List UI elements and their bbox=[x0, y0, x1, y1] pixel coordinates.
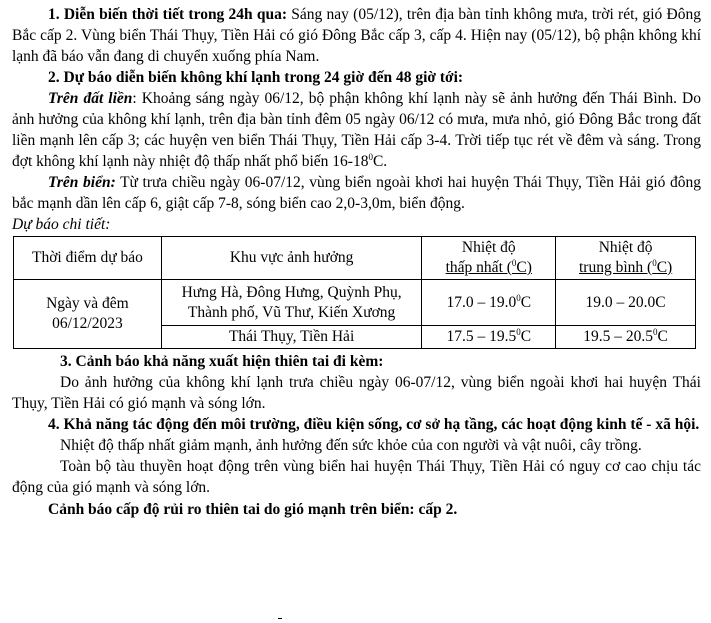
cell-time bbox=[14, 280, 162, 349]
section-2-sea bbox=[12, 172, 701, 214]
cell-avg-1-value: 19.0 – 20.0C bbox=[585, 293, 666, 311]
section-5-heading bbox=[12, 499, 701, 520]
header-area-text: Khu vực ảnh hưởng bbox=[229, 249, 354, 266]
header-time bbox=[14, 237, 162, 280]
header-avg-line2 bbox=[579, 259, 672, 276]
section-3-body: Do ảnh hưởng của không khí lạnh trưa chiều ngày 06-07/12, vùng biển ngoài khơi hai huyện Thái Thụy, Tiền Hải có gió mạnh và sóng lớn. bbox=[12, 374, 701, 412]
header-min-degree: 0 bbox=[511, 257, 517, 268]
cell-min-2-value: 17.5 – 19.5 bbox=[446, 328, 517, 345]
header-area bbox=[161, 237, 422, 280]
section-2-heading-text: 2. Dự báo diễn biến không khí lạnh trong 24 giờ đến 48 giờ tới: bbox=[48, 69, 464, 86]
sea-label: Trên biển: bbox=[48, 174, 116, 191]
header-avg-degree: 0 bbox=[652, 257, 657, 268]
cell-avg-1 bbox=[556, 280, 696, 326]
cell-min-1-value: 17.0 – 19.0 bbox=[446, 293, 517, 311]
detail-label-text: Dự báo chi tiết: bbox=[12, 216, 111, 233]
cell-area-2 bbox=[161, 326, 422, 349]
cell-area-1-line2: Thành phố, Vũ Thư, Kiến Xương bbox=[187, 303, 396, 321]
header-min-line2 bbox=[446, 259, 532, 276]
header-avg-temp bbox=[556, 237, 696, 280]
section-4-paragraph-2 bbox=[12, 456, 701, 498]
sea-text: Từ trưa chiều ngày 06-07/12, vùng biển ngoài khơi hai huyện Thái Thụy, Tiền Hải gió đông bắc mạnh dần lên cấp 6, giật cấp 7-8, sóng biển cao 2,0-3,0m, biển động. bbox=[12, 174, 701, 212]
section-4-p2-text: Toàn bộ tàu thuyền hoạt động trên vùng biển hai huyện Thái Thụy, Tiền Hải có nguy cơ cao chịu tác động của gió mạnh và sóng lớn. bbox=[12, 458, 701, 496]
cell-min-2-unit: C bbox=[520, 328, 532, 345]
cell-min-1-unit: C bbox=[520, 293, 532, 311]
header-min-temp bbox=[422, 237, 556, 280]
header-avg-unit: C) bbox=[656, 259, 673, 276]
cell-time-line1: Ngày và đêm bbox=[46, 295, 129, 312]
table-header-row bbox=[14, 237, 696, 280]
cell-avg-2-value: 19.5 – 20.5 bbox=[583, 328, 654, 345]
section-2-land bbox=[12, 88, 701, 172]
section-4-paragraph-1 bbox=[12, 435, 701, 456]
cell-avg-2-degree: 0 bbox=[653, 326, 658, 337]
land-label: Trên đất liền bbox=[48, 90, 133, 107]
cell-area-2-text: Thái Thụy, Tiền Hải bbox=[228, 328, 355, 345]
land-unit: C. bbox=[372, 153, 388, 170]
header-avg-text: trung bình ( bbox=[579, 259, 653, 276]
land-text: : Khoảng sáng ngày 06/12, bộ phận không khí lạnh này sẽ ảnh hưởng đến Thái Bình. Do ảnh hưởng của không khí lạnh, trên địa bàn tỉnh đêm 05 ngày 06/12 có mưa, mưa nhỏ, gió Đông Bắc trong đất liền mạnh lên cấp 3; các huyện ven biển Thái Thụy, Tiền Hải cấp 3-4. Trời tiếp tục rét về đêm và sáng. Trong đợt không khí lạnh này nhiệt độ thấp nhất phổ biến 16-18 bbox=[12, 90, 701, 170]
section-1 bbox=[12, 4, 701, 67]
table-row bbox=[14, 280, 696, 326]
cell-min-1-degree: 0 bbox=[516, 292, 521, 303]
cell-time-line2: 06/12/2023 bbox=[52, 315, 123, 332]
section-5-heading-text: Cảnh báo cấp độ rủi ro thiên tai do gió mạnh trên biển: cấp 2. bbox=[48, 501, 458, 518]
cell-min-1 bbox=[422, 280, 556, 326]
cell-avg-2 bbox=[556, 326, 696, 349]
section-3-heading bbox=[12, 351, 701, 372]
cell-min-2-degree: 0 bbox=[516, 326, 521, 337]
detail-label bbox=[12, 214, 701, 235]
cell-area-1 bbox=[161, 280, 422, 326]
header-min-line1: Nhiệt độ bbox=[461, 239, 516, 256]
forecast-table bbox=[13, 236, 696, 349]
header-time-text: Thời điểm dự báo bbox=[31, 249, 143, 266]
header-avg-line1: Nhiệt độ bbox=[598, 239, 653, 256]
page-cut-mark bbox=[278, 618, 282, 622]
section-1-text: Sáng nay (05/12), trên địa bàn tỉnh không mưa, trời rét, gió Đông Bắc cấp 2. Vùng biển Thái Thụy, Tiền Hải có gió Đông Bắc cấp 3, cấp 4. Hiện nay (05/12), bộ phận không khí lạnh đã báo vẫn đang di chuyển xuống phía Nam. bbox=[12, 6, 701, 65]
section-2-heading bbox=[12, 67, 701, 88]
land-degree: 0 bbox=[368, 151, 373, 162]
cell-avg-2-unit: C bbox=[657, 328, 668, 345]
section-4-p1-text: Nhiệt độ thấp nhất giảm mạnh, ảnh hưởng đến sức khỏe của con người và vật nuôi, cây trồng. bbox=[60, 437, 642, 454]
section-1-heading: 1. Diễn biến thời tiết trong 24h qua: bbox=[48, 6, 288, 23]
section-4-heading-text: 4. Khả năng tác động đến môi trường, điều kiện sống, cơ sở hạ tầng, các hoạt động kinh tế - xã hội. bbox=[48, 416, 700, 433]
header-min-text: thấp nhất ( bbox=[445, 259, 512, 276]
cell-area-1-line1: Hưng Hà, Đông Hưng, Quỳnh Phụ, bbox=[181, 283, 402, 301]
document-page bbox=[12, 4, 701, 520]
section-3-heading-text: 3. Cảnh báo khả năng xuất hiện thiên tai đi kèm: bbox=[60, 353, 384, 370]
cell-min-2 bbox=[422, 326, 556, 349]
section-3-text bbox=[12, 372, 701, 414]
section-4-heading bbox=[12, 414, 701, 435]
header-min-unit: C) bbox=[516, 259, 532, 276]
